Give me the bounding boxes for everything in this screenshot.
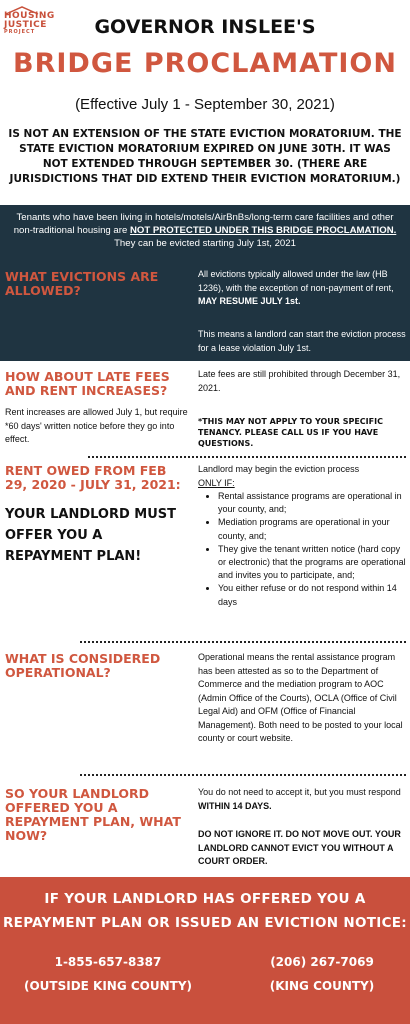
- section-heading-late-fees: HOW ABOUT LATE FEES AND RENT INCREASES?: [5, 369, 170, 398]
- late-fees-text: Late fees are still prohibited through December 31, 2021.: [198, 369, 401, 393]
- area-label-2: (KING COUNTY): [269, 979, 375, 993]
- section-heading-operational: WHAT IS CONSIDERED OPERATIONAL?: [5, 651, 161, 680]
- effective-dates: (Effective July 1 - September 30, 2021): [75, 96, 335, 113]
- only-if-label: ONLY IF:: [198, 477, 235, 488]
- evictions-text: All evictions typically allowed under the law (HB 1236), with the exception of non-payment of rent, MAY RESUME JULY 1st.: [198, 269, 394, 306]
- section-heading-evictions: WHAT EVICTIONS ARE ALLOWED?: [5, 269, 159, 298]
- not-protected-text: NOT PROTECTED UNDER THIS BRIDGE PROCLAMATION.: [129, 225, 397, 236]
- section-heading-rent-owed: RENT OWED FROM FEB 29, 2020 - JULY 31, 2021:: [5, 463, 181, 492]
- repayment-plan-callout: YOUR LANDLORD MUST OFFER YOU A REPAYMENT PLAN!: [5, 507, 177, 564]
- divider: [80, 774, 406, 776]
- respond-text: You do not need to accept it, but you must respond WITHIN 14 DAYS.: [198, 787, 401, 811]
- rent-increase-text: Rent increases are allowed July 1, but require *60 days' written notice before they go into effect.: [5, 407, 188, 444]
- page-title: BRIDGE PROCLAMATION: [13, 48, 397, 79]
- divider: [88, 456, 406, 458]
- phone-number-1: 1-855-657-8387: [54, 955, 162, 969]
- section-heading-what-now: SO YOUR LANDLORD OFFERED YOU A REPAYMENT PLAN, WHAT NOW?: [5, 786, 181, 843]
- moratorium-notice: IS NOT AN EXTENSION OF THE STATE EVICTION MORATORIUM. THE STATE EVICTION MORATORIUM EXPIRED ON JUNE 30TH. IT WAS NOT EXTENDED THROUGH SEPTEMBER 30. (THERE ARE JURISDICTIONS THAT DID EXTEND THEIR EVICTION MORATORIUM.): [8, 128, 402, 185]
- footer-heading: IF YOUR LANDLORD HAS OFFERED YOU A REPAYMENT PLAN OR ISSUED AN EVICTION NOTICE:: [2, 891, 408, 931]
- intro-text: Tenants who have been living in hotels/motels/AirBnBs/long-term care facilities and other non-traditional housing are NOT PROTECTED UNDER THIS BRIDGE PROCLAMATION. They can be evicted starting July 1st, 2021: [13, 212, 397, 249]
- phone-king-county: [236, 950, 408, 998]
- logo-line-3: PROJECT: [4, 29, 36, 35]
- logo-line-2: JUSTICE: [4, 19, 47, 30]
- title-top: GOVERNOR INSLEE'S: [94, 16, 316, 38]
- operational-text: Operational means the rental assistance program has been attested as so to the Department of Commerce and the mediation program to AOC (Admin Office of the Courts), OCLA (Office of Civil Legal Aid) and OFM (Office of Financial Management). Both need to be posted to your local county or court website.: [198, 652, 403, 743]
- area-label-1: (OUTSIDE KING COUNTY): [23, 979, 193, 993]
- conditions-list: [198, 490, 406, 609]
- list-item: • You either refuse or do not respond within 14 days: [218, 582, 406, 608]
- eviction-conditions: Landlord may begin the eviction process ONLY IF: • Rental assistance programs are operational in your county, and; • Mediation programs are operational in your county, and; • They give the tenant written notice (hard copy or electronic) that the programs are operational and invites you to participate, and; • You either refuse or do not respond within 14 days: [198, 463, 406, 609]
- phone-number-2: (206) 267-7069: [270, 955, 374, 969]
- list-item: • Mediation programs are operational in your county, and;: [218, 516, 406, 542]
- divider: [80, 641, 406, 643]
- do-not-ignore-warning: DO NOT IGNORE IT. DO NOT MOVE OUT. YOUR LANDLORD CANNOT EVICT YOU WITHOUT A COURT ORDER.: [198, 829, 401, 866]
- list-item: • Rental assistance programs are operational in your county, and;: [218, 490, 406, 516]
- evictions-text-2: This means a landlord can start the eviction process for a lease violation July 1st.: [198, 329, 406, 353]
- logo-line-1: HOUSING: [4, 11, 55, 21]
- list-item: • They give the tenant written notice (hard copy or electronic) that the programs are operational and invites you to participate, and;: [218, 543, 406, 583]
- phone-outside-king-county: [8, 950, 208, 998]
- tenancy-note: *THIS MAY NOT APPLY TO YOUR SPECIFIC TENANCY. PLEASE CALL US IF YOU HAVE QUESTIONS.: [198, 417, 383, 448]
